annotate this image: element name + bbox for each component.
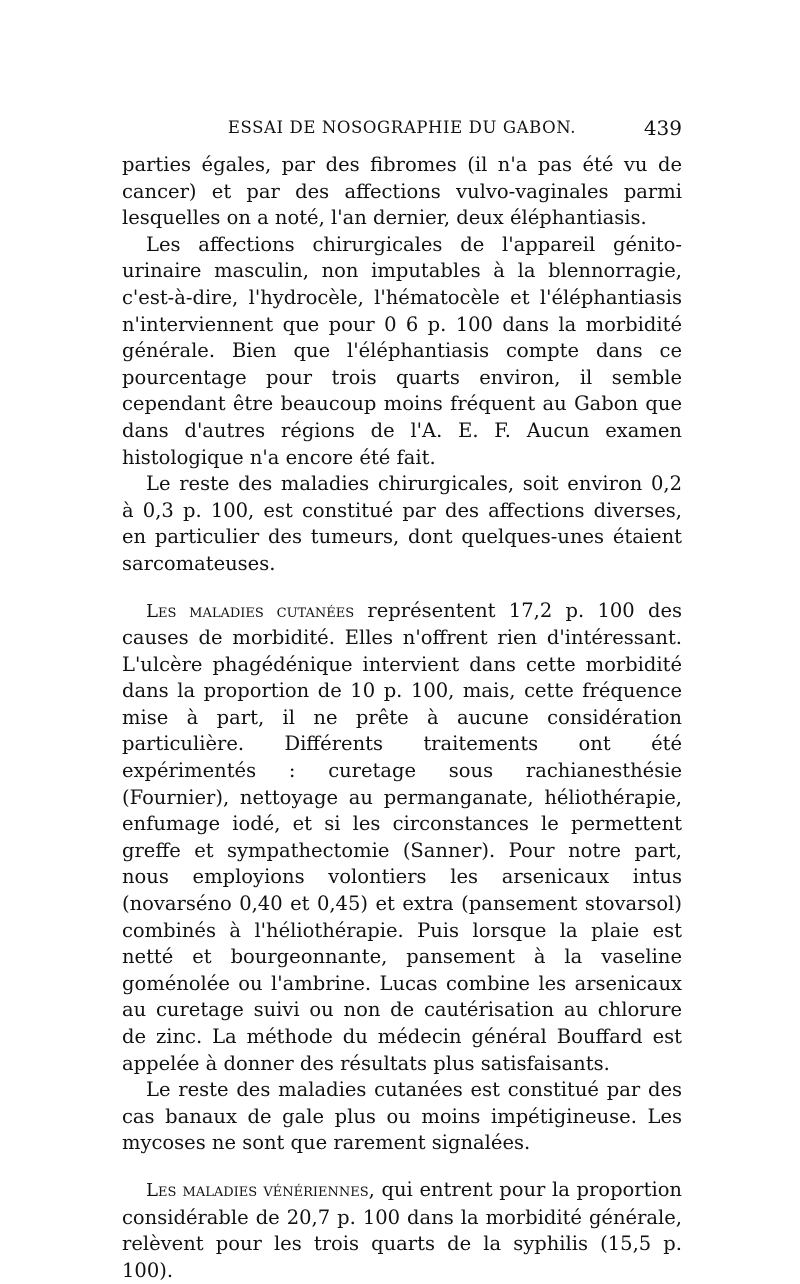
paragraph-text: Le reste des maladies chirurgicales, soit environ 0,2 à 0,3 p. 100, est constitué par des affections diverses, en particulier des tumeurs, dont quelques-unes étaient sarcomateuses. xyxy=(122,472,682,575)
section-head: Les maladies vénériennes xyxy=(146,1179,369,1201)
paragraph-3 xyxy=(122,471,682,577)
running-title: ESSAI DE NOSOGRAPHIE DU GABON. xyxy=(227,118,577,137)
paragraph-skin-diseases xyxy=(122,598,682,1078)
paragraph-text: Le reste des maladies cutanées est constitué par des cas banaux de gale plus ou moins impétigineuse. Les mycoses ne sont que rarement signalées. xyxy=(122,1078,682,1155)
paragraph-text: , qui entrent pour la proportion considérable de 20,7 p. 100 dans la morbidité générale, relèvent pour les trois quarts de la syphilis (15,5 p. 100). xyxy=(122,1177,682,1282)
paragraph-1 xyxy=(122,152,682,232)
paragraph-text: représentent 17,2 p. 100 des causes de morbidité. Elles n'offrent rien d'intéressant. L'ulcère phagédénique intervient dans cette morbidité dans la proportion de 10 p. 100, mais, cette fréquence mise à part, il ne prête à aucune considération particulière. Différents traitements ont été expérimentés : curetage sous rachianesthésie (Fournier), nettoyage au permanganate, héliothérapie, enfumage iodé, et si les circonstances le permettent greffe et sympathectomie (Sanner). Pour notre part, nous employions volontiers les arsenicaux intus (novarséno 0,40 et 0,45) et extra (pansement stovarsol) combinés à l'héliothérapie. Puis lorsque la plaie est netté et bourgeonnante, pansement à la vaseline goménolée ou l'ambrine. Lucas combine les arsenicaux au curetage suivi ou non de cautérisation au chlorure de zinc. La méthode du médecin général Bouffard est appelée à donner des résultats plus satisfaisants. xyxy=(122,598,682,1075)
paragraph-text: Les affections chirurgicales de l'appareil génito-urinaire masculin, non imputables à la blennorragie, c'est-à-dire, l'hydrocèle, l'hématocèle et l'éléphantiasis n'interviennent que pour 0 6 p. 100 dans la morbidité générale. Bien que l'éléphantiasis compte dans ce pourcentage pour trois quarts environ, il semble cependant être beaucoup moins fréquent au Gabon que dans d'autres régions de l'A. E. F. Aucun examen histologique n'a encore été fait. xyxy=(122,232,682,469)
section-head: Les maladies cutanées xyxy=(146,600,355,622)
paragraph-text: parties égales, par des fibromes (il n'a pas été vu de cancer) et par des affections vulvo-vaginales parmi lesquelles on a noté, l'an dernier, deux éléphantiasis. xyxy=(122,153,682,230)
paragraph-2 xyxy=(122,232,682,471)
page-number: 439 xyxy=(643,116,682,140)
page-header xyxy=(122,116,682,144)
paragraph-venereal-diseases xyxy=(122,1177,682,1284)
paragraph-5 xyxy=(122,1077,682,1157)
body-text xyxy=(122,152,682,1284)
